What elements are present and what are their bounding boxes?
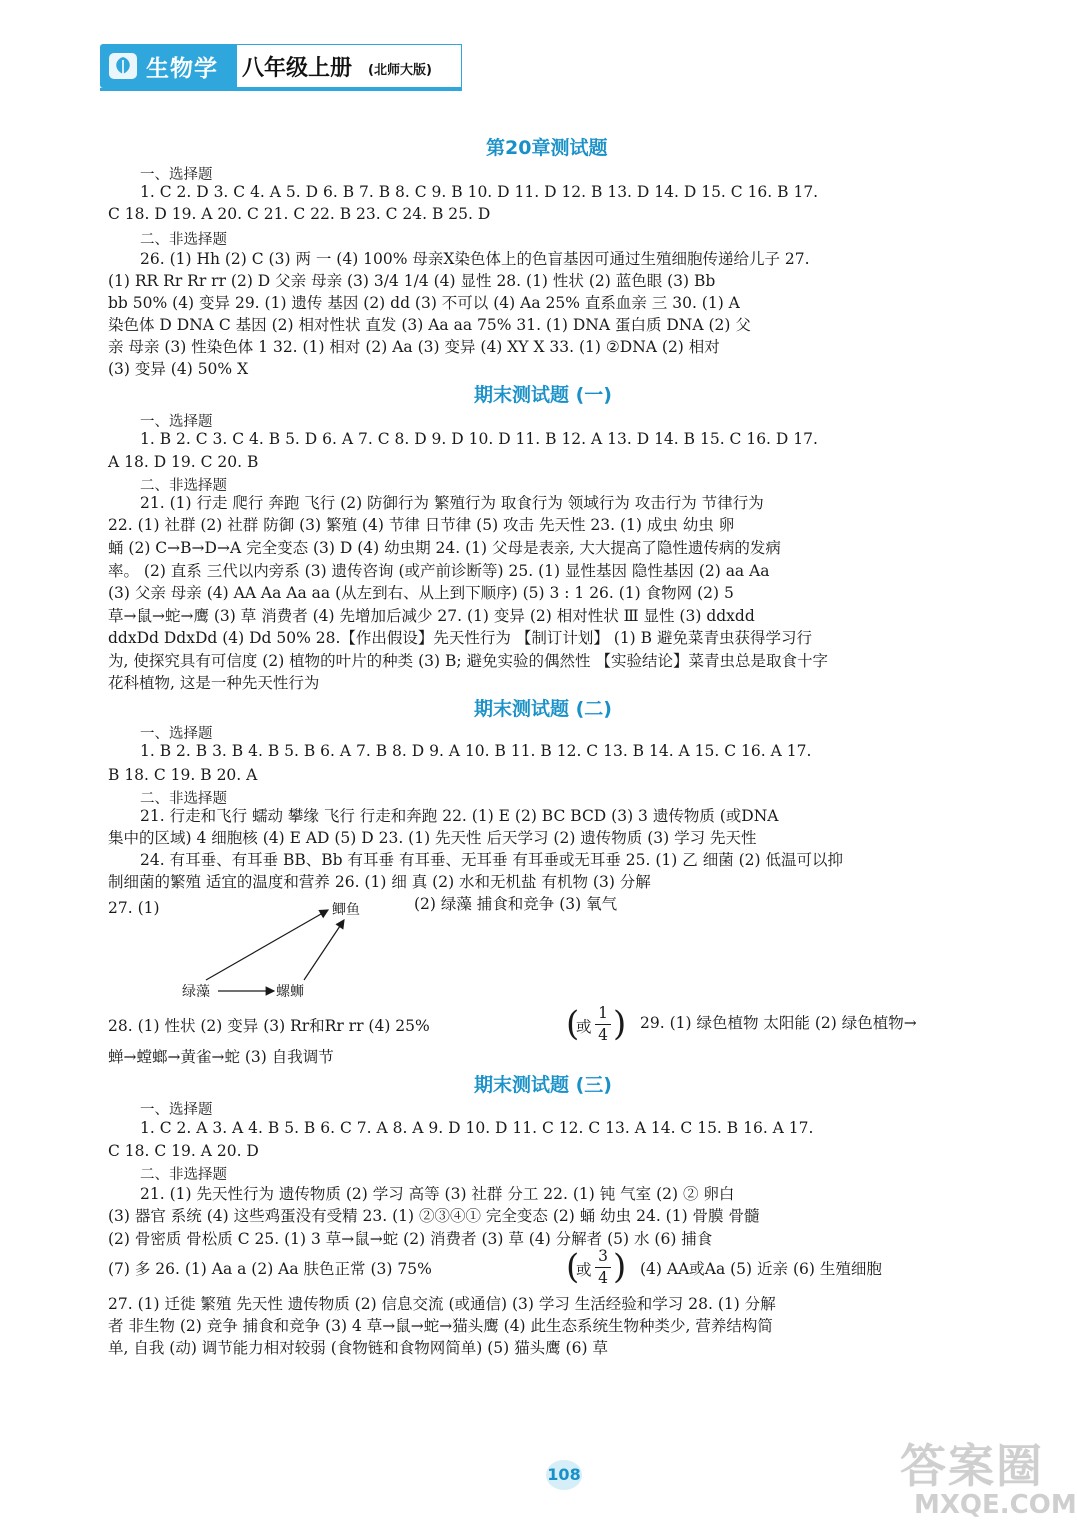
section-title: 第20章测试题 [486, 137, 608, 159]
paren-close: ) [613, 1247, 627, 1287]
grade-title: 八年级上册 [242, 56, 353, 81]
answer-line: 者 非生物 (2) 竞争 捕食和竞争 (3) 4 草→鼠→蛇→猫头鹰 (4) 此生态系统生物种类少, 营养结构简 [108, 1317, 773, 1335]
answer-line: 染色体 D DNA C 基因 (2) 相对性状 直发 (3) Aa aa 75% 31. (1) DNA 蛋白质 DNA (2) 父 [108, 316, 751, 334]
fraction-answer [566, 1247, 626, 1291]
answer-line: (2) 骨密质 骨松质 C 25. (1) 3 草→鼠→蛇 (2) 消费者 (3) 草 (4) 分解者 (5) 水 (6) 捕食 [108, 1230, 713, 1248]
fraction-bar [595, 1024, 611, 1025]
answer-line: (3) 变异 (4) 50% X [108, 360, 249, 378]
choice-heading: 一、选择题 [140, 1102, 213, 1118]
answer-line: A 18. D 19. C 20. B [108, 453, 259, 471]
answer-text: 28. (1) 性状 (2) 变异 (3) Rr和Rr rr (4) 25% [108, 1017, 430, 1035]
fraction-denominator: 4 [598, 1269, 608, 1287]
answer-line: 蛹 (2) C→B→D→A 完全变态 (3) D (4) 幼虫期 24. (1) 父母是表亲, 大大提高了隐性遗传病的发病 [108, 539, 781, 557]
food-web-node: 鲫鱼 [332, 902, 360, 918]
fraction-numerator: 1 [598, 1004, 608, 1022]
page-number: 108 [546, 1460, 582, 1490]
nonchoice-heading: 二、非选择题 [140, 1167, 227, 1183]
food-web-arrow [304, 920, 344, 980]
question-label: 27. (1) [108, 899, 160, 917]
answer-line: 1. B 2. C 3. C 4. B 5. D 6. A 7. C 8. D 9. D 10. D 11. B 12. A 13. D 14. B 15. C 16. D 17. [140, 430, 818, 448]
section-title: 期末测试题 (一) [474, 384, 612, 406]
answer-line: 蝉→螳螂→黄雀→蛇 (3) 自我调节 [108, 1048, 334, 1066]
answer-line: B 18. C 19. B 20. A [108, 766, 258, 784]
nonchoice-heading: 二、非选择题 [140, 232, 227, 248]
answer-text: (7) 多 26. (1) Aa a (2) Aa 肤色正常 (3) 75% [108, 1260, 432, 1278]
answer-line: 亲 母亲 (3) 性染色体 1 32. (1) 相对 (2) Aa (3) 变异 (4) XY X 33. (1) ②DNA (2) 相对 [108, 338, 720, 356]
answer-line: 24. 有耳垂、有耳垂 BB、Bb 有耳垂 有耳垂、无耳垂 有耳垂或无耳垂 25. (1) 乙 细菌 (2) 低温可以抑 [140, 851, 844, 869]
answer-line: 1. C 2. A 3. A 4. B 5. B 6. C 7. A 8. A 9. D 10. D 11. C 12. C 13. A 14. C 15. B 16. A 17. [140, 1119, 814, 1137]
food-web-diagram [176, 896, 376, 1006]
watermark-url: MXQE.COM [914, 1490, 1077, 1520]
food-web-node: 螺蛳 [276, 984, 304, 1000]
alt-prefix: 或 [576, 1018, 592, 1036]
alt-prefix: 或 [576, 1261, 592, 1279]
answer-line: (3) 器官 系统 (4) 这些鸡蛋没有受精 23. (1) ②③④① 完全变态 (2) 蛹 幼虫 24. (1) 骨膜 骨髓 [108, 1207, 760, 1225]
subject-banner [100, 44, 236, 88]
answer-line: 单, 自我 (动) 调节能力相对较弱 (食物链和食物网简单) (5) 猫头鹰 (6) 草 [108, 1339, 608, 1357]
answer-line: bb 50% (4) 变异 29. (1) 遗传 基因 (2) dd (3) 不可以 (4) Aa 25% 直系血亲 三 30. (1) A [108, 294, 740, 312]
answer-line: 21. (1) 行走 爬行 奔跑 飞行 (2) 防御行为 繁殖行为 取食行为 领域行为 攻击行为 节律行为 [140, 494, 764, 512]
answer-line: (2) 绿藻 捕食和竞争 (3) 氧气 [414, 895, 618, 913]
paren-open: ( [566, 1004, 580, 1044]
answer-line: 21. (1) 先天性行为 遗传物质 (2) 学习 高等 (3) 社群 分工 22. (1) 钝 气室 (2) ② 卵白 [140, 1185, 735, 1203]
choice-heading: 一、选择题 [140, 414, 213, 430]
paren-open: ( [566, 1247, 580, 1287]
fraction-numerator: 3 [598, 1247, 608, 1265]
edition-label: (北师大版) [368, 63, 432, 78]
watermark-logo: 答案圈 [900, 1439, 1044, 1493]
header-underline [100, 88, 462, 91]
answer-line: 集中的区域) 4 细胞核 (4) E AD (5) D 23. (1) 先天性 后天学习 (2) 遗传物质 (3) 学习 先天性 [108, 829, 757, 847]
food-web-node: 绿藻 [182, 984, 210, 1000]
answer-line: C 18. D 19. A 20. C 21. C 22. B 23. C 24. B 25. D [108, 205, 491, 223]
section-title: 期末测试题 (二) [474, 698, 612, 720]
answer-line: 21. 行走和飞行 蠕动 攀缘 飞行 行走和奔跑 22. (1) E (2) BC BCD (3) 3 遗传物质 (或DNA [140, 807, 779, 825]
choice-heading: 一、选择题 [140, 167, 213, 183]
book-header [100, 44, 462, 90]
fraction-answer [566, 1004, 626, 1048]
answer-line [108, 1258, 432, 1280]
nonchoice-heading: 二、非选择题 [140, 478, 227, 494]
watermark [900, 1430, 1077, 1530]
answer-line: 27. (1) 迁徙 繁殖 先天性 遗传物质 (2) 信息交流 (或通信) (3) 学习 生活经验和学习 28. (1) 分解 [108, 1295, 776, 1313]
answer-line: (3) 父亲 母亲 (4) AA Aa Aa aa (从左到右、从上到下顺序) (5) 3 : 1 26. (1) 食物网 (2) 5 [108, 584, 734, 602]
answer-line: ddxDd DdxDd (4) Dd 50% 28.【作出假设】先天性行为 【制订计划】 (1) B 避免菜青虫获得学习行 [108, 629, 812, 647]
answer-line: 1. C 2. D 3. C 4. A 5. D 6. B 7. B 8. C 9. B 10. D 11. D 12. B 13. D 14. D 15. C 16. B 17. [140, 183, 819, 201]
section-title: 期末测试题 (三) [474, 1074, 612, 1096]
answer-line: 为, 使探究具有可信度 (2) 植物的叶片的种类 (3) B; 避免实验的偶然性 【实验结论】菜青虫总是取食十字 [108, 652, 828, 670]
choice-heading: 一、选择题 [140, 726, 213, 742]
paren-close: ) [613, 1004, 627, 1044]
nonchoice-heading: 二、非选择题 [140, 791, 227, 807]
leaf-icon [108, 52, 138, 80]
food-web-arrow [206, 910, 328, 980]
answer-line [108, 1015, 430, 1037]
answer-line: 制细菌的繁殖 适宜的温度和营养 26. (1) 细 真 (2) 水和无机盐 有机物 (3) 分解 [108, 873, 651, 891]
answer-line: 26. (1) Hh (2) C (3) 两 一 (4) 100% 母亲X染色体上的色盲基因可通过生殖细胞传递给儿子 27. [140, 250, 810, 268]
answer-line: 1. B 2. B 3. B 4. B 5. B 6. A 7. B 8. D 9. A 10. B 11. B 12. C 13. B 14. A 15. C 16. A 17. [140, 742, 812, 760]
answer-line: 29. (1) 绿色植物 太阳能 (2) 绿色植物→ [640, 1014, 917, 1032]
fraction-bar [595, 1267, 611, 1268]
answer-line: C 18. C 19. A 20. D [108, 1142, 259, 1160]
subject-title: 生物学 [146, 56, 218, 82]
fraction-denominator: 4 [598, 1026, 608, 1044]
answer-line: 率。 (2) 直系 三代以内旁系 (3) 遗传咨询 (或产前诊断等) 25. (1) 显性基因 隐性基因 (2) aa Aa [108, 562, 770, 580]
answer-line: 22. (1) 社群 (2) 社群 防御 (3) 繁殖 (4) 节律 日节律 (5) 攻击 先天性 23. (1) 成虫 幼虫 卵 [108, 516, 735, 534]
answer-line: (1) RR Rr Rr rr (2) D 父亲 母亲 (3) 3/4 1/4 (4) 显性 28. (1) 性状 (2) 蓝色眼 (3) Bb [108, 272, 716, 290]
answer-line: 草→鼠→蛇→鹰 (3) 草 消费者 (4) 先增加后减少 27. (1) 变异 (2) 相对性状 Ⅲ 显性 (3) ddxdd [108, 607, 755, 625]
answer-line: 花科植物, 这是一种先天性行为 [108, 674, 320, 692]
answer-line: (4) AA或Aa (5) 近亲 (6) 生殖细胞 [640, 1260, 882, 1278]
